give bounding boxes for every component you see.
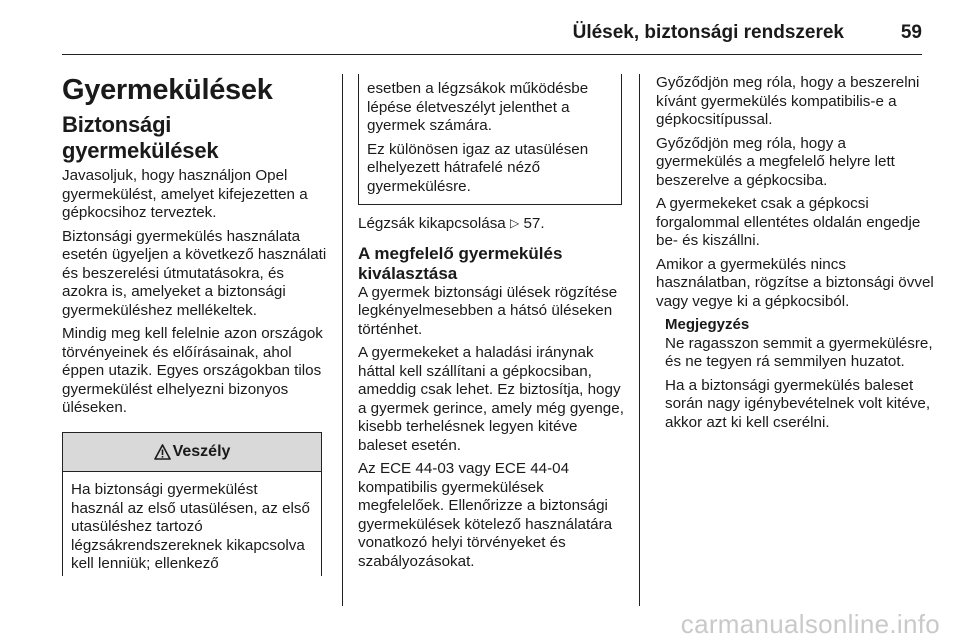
reference-page: 57. (523, 215, 545, 232)
paragraph: A gyermek biztonsági ülések rögzítése legkényelmesebben a hátsó üléseken történhet. (358, 283, 618, 338)
page-reference-arrow-icon: ▷ (509, 216, 520, 230)
paragraph: Mindig meg kell felelnie azon országok törvényeinek és előírásainak, ahol éppen utazik. Egyes országokban tilos gyermekülést elhelyezni bizonyos üléseken. (62, 325, 323, 416)
column-divider-2 (639, 74, 640, 606)
note-title: Megjegyzés (665, 316, 750, 333)
watermark: carmanualsonline.info (680, 609, 940, 639)
reference-text: Légzsák kikapcsolása (358, 215, 506, 232)
paragraph: Győződjön meg róla, hogy a gyermekülés a megfelelő helyre lett beszerelve a gépkocsiba. (656, 134, 895, 189)
note-paragraph: Ha a biztonsági gyermekülés baleset során nagy igénybevételnek volt kitéve, akkor azt ki kell cserélni. (665, 376, 931, 431)
danger-box (62, 432, 322, 576)
note-box (656, 316, 934, 432)
danger-text-continued: esetben a légzsákok működésbe lépése életveszélyt jelenthet a gyermek számára. (367, 80, 589, 134)
warning-triangle-icon (154, 444, 171, 460)
paragraph: Győződjön meg róla, hogy a beszerelni kívánt gyermekülés kompatibilis-e a gépkocsitípussal. (656, 74, 920, 128)
paragraph: A gyermekeket csak a gépkocsi forgalommal ellentétes oldalán engedje be- és kiszállni. (656, 195, 921, 249)
subsection-heading: Biztonsági gyermekülések (62, 112, 219, 163)
column-2 (358, 214, 630, 576)
paragraph: Javasoljuk, hogy használjon Opel gyermekülést, amelyet kifejezetten a gépkocsihoz terveztek. (62, 167, 308, 221)
column-1 (62, 74, 330, 423)
subsection-heading: A megfelelő gyermekülés kiválasztása (358, 243, 563, 283)
danger-text: Ha biztonsági gyermekülést használ az első utasülésen, az első utasüléshez tartozó légzsákrendszereknek kikapcsolva kell lenniük; ellenkező (71, 481, 310, 572)
paragraph: Az ECE 44-03 vagy ECE 44-04 kompatibilis gyermekülések megfelelőek. Ellenőrizze a biztonsági gyermekülések kötelező használatára vonatkozó helyi törvényeket és szabályozásokat. (358, 460, 613, 570)
paragraph: Biztonsági gyermekülés használata esetén ügyeljen a következő használati és beszerelési útmutatásokra, és azokra is, amelyeket a biztonsági gyermeküléshez mellékeltek. (62, 227, 327, 319)
column-divider-1 (342, 74, 343, 606)
paragraph: A gyermekeket a haladási iránynak háttal kell szállítani a gépkocsiban, ameddig csak lehet. Ez biztosítja, hogy a gyermek gerince, amely még gyenge, kisebb terhelésnek legyen kitéve baleset esetén. (358, 344, 624, 454)
column-3 (656, 74, 934, 437)
chapter-title: Ülések, biztonsági rendszerek (572, 22, 844, 43)
danger-title: Veszély (172, 443, 231, 460)
paragraph: Amikor a gyermekülés nincs használatban, rögzítse a biztonsági övvel vagy vegye ki a gépkocsiból. (656, 255, 934, 310)
danger-text-continued: Ez különösen igaz az utasülésen elhelyezett hátrafelé néző gyermekülésre. (367, 140, 589, 195)
cross-reference[interactable] (358, 214, 630, 234)
section-heading: Gyermekülések (62, 74, 273, 106)
page-header (62, 14, 922, 55)
page-number: 59 (900, 22, 922, 43)
danger-box-continued (358, 74, 622, 205)
note-paragraph: Ne ragasszon semmit a gyermekülésre, és ne tegyen rá semmilyen huzatot. (665, 334, 933, 370)
danger-title-bar (63, 433, 321, 472)
